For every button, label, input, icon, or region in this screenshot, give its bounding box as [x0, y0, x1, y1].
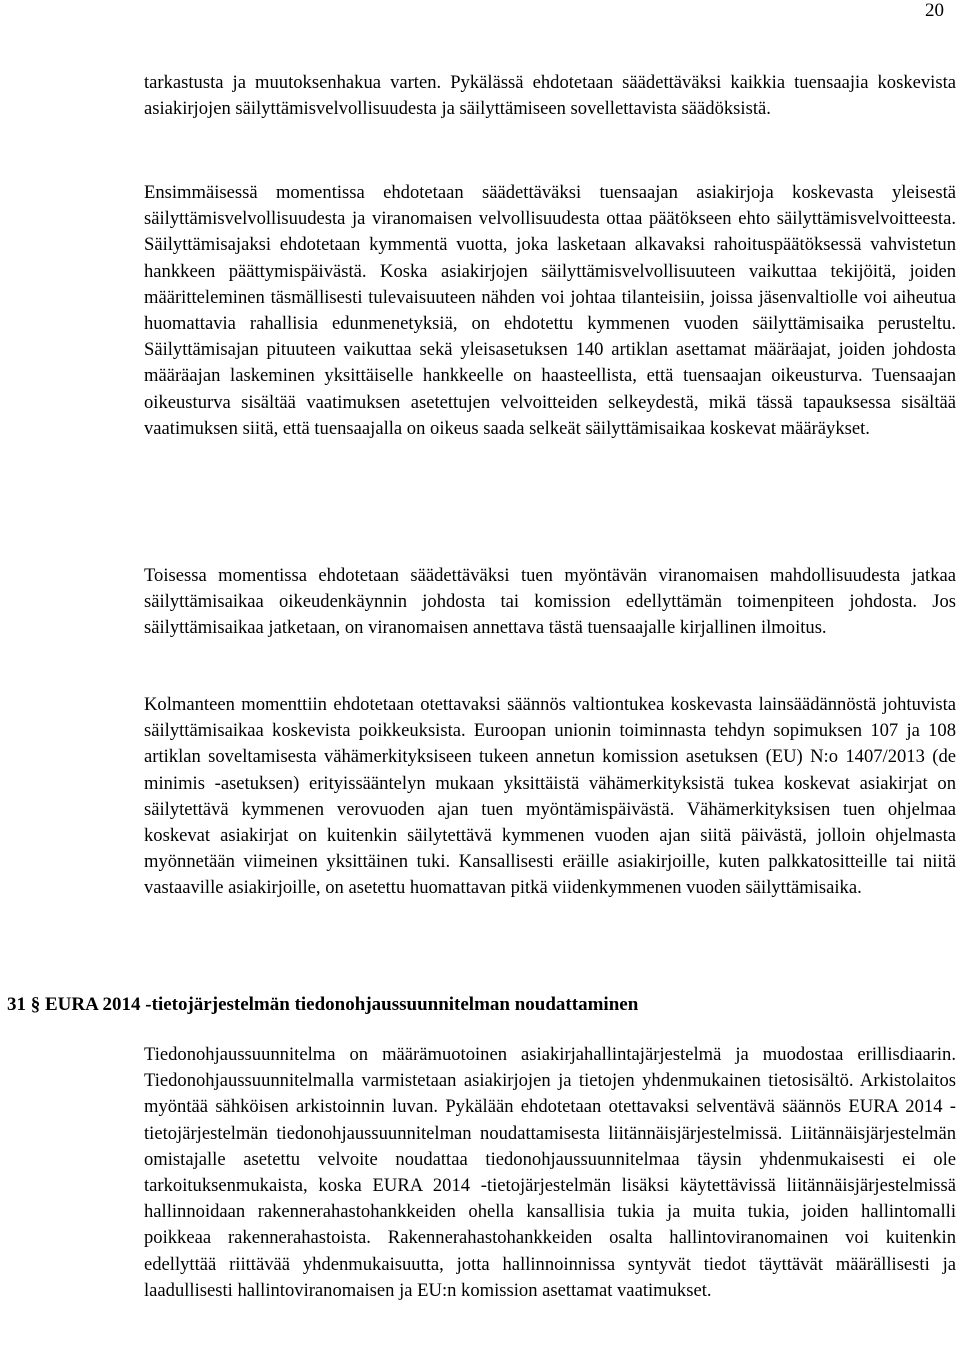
paragraph-1: tarkastusta ja muutoksenhakua varten. Pykälässä ehdotetaan säädettäväksi kaikkia tuensaajia koskevista asiakirjojen säilyttämisvelvollisuudesta ja säilyttämiseen sovellettavista säädöksistä. [144, 72, 956, 120]
page-number: 20 [925, 0, 944, 21]
paragraph-5: Tiedonohjaussuunnitelma on määrämuotoinen asiakirjahallintajärjestelmä ja muodostaa erillisdiaarin. Tiedonohjaussuunnitelmalla varmistetaan asiakirjojen ja tietojen yhdenmukainen tietosisältö. Arkistolaitos myöntää sähköisen arkistoinnin luvan. Pykälään ehdotetaan otettavaksi selventävä säännös EURA 2014 -tietojärjestelmän tiedonohjaussuunnitelman noudattamisesta liitännäisjärjestelmissä. Liitännäisjärjestelmän omistajalle asetettu velvoite noudattaa tiedonohjaussuunnitelmaa täysin yhdenmukaisesti ei ole tarkoituksenmukaista, koska EURA 2014 -tietojärjestelmän lisäksi käytettävissä liitännäisjärjestelmissä hallinnoidaan rakennerahastohankkeiden ohella kansallisia tukia ja muita tukia, joiden hallintomalli poikkeaa rakennerahastoista. Rakennerahastohankkeiden osalta hallintoviranomainen voi kuitenkin edellyttää riittävää yhdenmukaisuutta, jotta hallinnoinnissa syntyvät tiedot täyttävät määrällisesti ja laadullisesti hallintoviranomaisen ja EU:n komission asettamat vaatimukset. [144, 1044, 956, 1301]
paragraph-2: Ensimmäisessä momentissa ehdotetaan säädettäväksi tuensaajan asiakirjoja koskevasta yleisestä säilyttämisvelvollisuudesta ja viranomaisen velvollisuudesta ottaa päätökseen ehto säilyttämisvelvoitteesta. Säilyttämisajaksi ehdotetaan kymmentä vuotta, joka lasketaan alkavaksi rahoituspäätöksessä vahvistetun hankkeen päättymispäivästä. Koska asiakirjojen säilyttämisvelvollisuuteen vaikuttaa tekijöitä, joiden määritteleminen täsmällisesti tulevaisuuteen nähden voi johtaa tilanteisiin, joissa jäsenvaltiolle voi aiheutua huomattavia rahallisia edunmenetyksiä, on ehdotettu kymmenen vuoden säilyttämisaika perusteltu. Säilyttämisajan pituuteen vaikuttaa sekä yleisasetuksen 140 artiklan asettamat määräajat, joiden johdosta määräajan laskeminen yksittäiselle hankkeelle on haasteellista, että tuensaajan oikeusturva. Tuensaajan oikeusturva sisältää vaatimuksen asetettujen velvoitteiden selkeydestä, mikä tässä tapauksessa sisältää vaatimuksen siitä, että tuensaajalla on oikeus saada selkeät säilyttämisaikaa koskevat määräykset. [144, 182, 956, 439]
section-title: EURA 2014 -tietojärjestelmän tiedonohjaussuunnitelman noudattaminen [45, 994, 639, 1015]
paragraph-4: Kolmanteen momenttiin ehdotetaan otettavaksi säännös valtiontukea koskevasta lainsäädännöstä johtuvista säilyttämisaikaa koskevista poikkeuksista. Euroopan unionin toiminnasta tehdyn sopimuksen 107 ja 108 artiklan soveltamisesta vähämerkityksiseen tukeen annetun komission asetuksen (EU) N:o 1407/2013 (de minimis -asetuksen) erityissääntelyn mukaan yksittäistä vähämerkityksistä tukea koskevat asiakirjat on säilytettävä kymmenen verovuoden ajan tuen myöntämispäivästä. Vähämerkityksisen tuen ohjelmaa koskevat asiakirjat on kuitenkin säilytettävä kymmenen vuoden ajan siitä päivästä, jolloin ohjelmasta myönnetään viimeinen yksittäinen tuki. Kansallisesti eräille asiakirjoille, kuten palkkatositteille tai niitä vastaaville asiakirjoille, on asetettu huomattavan pitkä viidenkymmenen vuoden säilyttämisaika. [144, 694, 956, 899]
section-number: 31 § [7, 994, 41, 1015]
paragraph-3: Toisessa momentissa ehdotetaan säädettäväksi tuen myöntävän viranomaisen mahdollisuudesta jatkaa säilyttämisaikaa oikeudenkäynnin johdosta tai komission edellyttämän toimenpiteen johdosta. Jos säilyttämisaikaa jatketaan, on viranomaisen annettava tästä tuensaajalle kirjallinen ilmoitus. [144, 565, 956, 639]
section-heading [7, 993, 947, 1017]
